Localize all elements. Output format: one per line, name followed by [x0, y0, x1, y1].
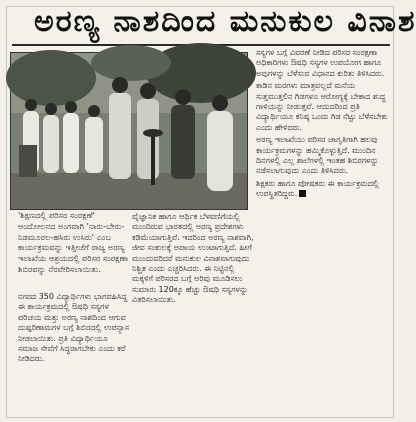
right-paragraph-4	[256, 179, 388, 200]
right-paragraph-3: ಅರಣ್ಯ ಇಲಾಖೆಯು ಪರಿಸರ ಜಾಗೃತಿಗಾಗಿ ಹಲವು ಕಾರ್ಯಕ್ರಮಗಳನ್ನು ಹಮ್ಮಿಕೊಳ್ಳುತ್ತಿದೆ. ಮುಂದಿನ ದಿನಗಳಲ್ಲಿ ಎಲ್ಲ ಶಾಲೆಗಳಲ್ಲಿ ಇಂತಹ ಶಿಬಿರಗಳನ್ನು ನಡೆಸಲಾಗುವುದು ಎಂದು ತಿಳಿಸಿದರು.	[256, 135, 379, 176]
left-column	[18, 292, 130, 367]
right-paragraph-2: ಕಾಡಿನ ಮರಗಳು ಮಾತ್ರವಲ್ಲದೆ ಮನೆಯ ಸುತ್ತಮುತ್ತಲಿನ ಗಿಡಗಳೂ ಆರೋಗ್ಯಕ್ಕೆ ಬೇಕಾದ ಶುದ್ಧ ಗಾಳಿಯನ್ನು ನೀಡುತ್ತವೆ. ಆದುದರಿಂದ ಪ್ರತಿ ವಿದ್ಯಾರ್ಥಿಯೂ ಕನಿಷ್ಠ ಒಂದು ಗಿಡ ನೆಟ್ಟು ಬೆಳೆಸಬೇಕು ಎಂದು ಹೇಳಿದರು.	[256, 81, 388, 132]
right-column	[256, 48, 388, 202]
middle-paragraph: ವೈಜ್ಞಾನಿಕ ಹಾಗೂ ಆರ್ಥಿಕ ಬೆಳವಣಿಗೆಯಲ್ಲಿ ಮುಂದಿರುವ ಭಾರತದಲ್ಲಿ ಅರಣ್ಯ ಪ್ರದೇಶಗಳು ಕಡಿಮೆಯಾಗುತ್ತಿವೆ. ಇದರಿಂದ ಅರಣ್ಯ ನಾಶವಾಗಿ, ಜೀವ ಸಂಕುಲಕ್ಕೆ ಅಪಾಯ ಉಂಟಾಗುತ್ತಿದೆ. ಹೀಗೆ ಮುಂದುವರಿದರೆ ಮನುಕುಲ ವಿನಾಶವಾಗುವುದು ನಿಶ್ಚಿತ ಎಂದು ಎಚ್ಚರಿಸಿದರು. ಈ ನಿಟ್ಟಿನಲ್ಲಿ ಮಕ್ಕಳಿಗೆ ಪರಿಸರದ ಬಗ್ಗೆ ಅರಿವು ಮೂಡಿಸಲು ಸುಮಾರು 120ಕ್ಕೂ ಹೆಚ್ಚು ಔಷಧಿ ಸಸ್ಯಗಳನ್ನು ವಿತರಿಸಲಾಯಿತು.	[132, 212, 254, 305]
middle-column	[132, 212, 254, 308]
end-of-article-mark	[299, 190, 306, 197]
right-paragraph-1: ಸಸ್ಯಗಳ ಬಗ್ಗೆ ವಿವರಣೆ ನೀಡಿದ ಪರಿಸರ ಸಂರಕ್ಷಣಾ ಅಧಿಕಾರಿಗಳು ಔಷಧಿ ಸಸ್ಯಗಳ ಉಪಯೋಗ ಹಾಗೂ ಅವುಗಳನ್ನು ಬೆಳೆಸುವ ವಿಧಾನದ ಕುರಿತು ತಿಳಿಸಿದರು.	[256, 48, 385, 78]
right-paragraph-4-text: ಶಿಕ್ಷಕರು ಹಾಗೂ ಪೋಷಕರು ಈ ಕಾರ್ಯಕ್ರಮದಲ್ಲಿ ಉಪಸ್ಥಿತರಿದ್ದರು.	[256, 178, 379, 199]
left-paragraph: ನಗರದ 350 ವಿದ್ಯಾರ್ಥಿಗಳು ಭಾಗವಹಿಸಿದ್ದ ಈ ಕಾರ್ಯಕ್ರಮದಲ್ಲಿ ಔಷಧಿ ಸಸ್ಯಗಳ ಪರಿಚಯ ಮತ್ತು ಅರಣ್ಯ ನಾಶದಿಂದ ಆಗುವ ದುಷ್ಪರಿಣಾಮಗಳ ಬಗ್ಗೆ ಶಿಬಿರದಲ್ಲಿ ಉಪನ್ಯಾಸ ನೀಡಲಾಯಿತು. ಪ್ರತಿ ವಿದ್ಯಾರ್ಥಿಯೂ ಸಮಾಜ ಸೇವೆಗೆ ಸಿದ್ಧರಾಗಬೇಕು ಎಂದು ಕರೆ ನೀಡಿದರು.	[18, 292, 130, 364]
photo-caption-text: 'ಶಿಕ್ಷಣದಲ್ಲಿ ಪರಿಸರ ಸಂರಕ್ಷಣೆ' ಆಂದೋಲನದ ಅಂಗವಾಗಿ 'ನಾರು-ಬೇರು-ನಿಡಮೂರಲ-ಹಸಿರು ಉಸಿರು' ಎಂಬ ಕಾರ್ಯಕ್ರಮವನ್ನು ಇತ್ತೀಚೆಗೆ ರಾಜ್ಯ ಅರಣ್ಯ ಇಲಾಖೆಯ ಆಶ್ರಯದಲ್ಲಿ ಪರಿಸರ ಸಂರಕ್ಷಣಾ ಶಿಬಿರವನ್ನು ನೆರವೇರಿಸಲಾಯಿತು.	[18, 210, 129, 274]
article-headline: ಅರಣ್ಯ ನಾಶದಿಂದ ಮನುಕುಲ ವಿನಾಶ	[34, 4, 416, 39]
article-photo	[10, 52, 248, 210]
